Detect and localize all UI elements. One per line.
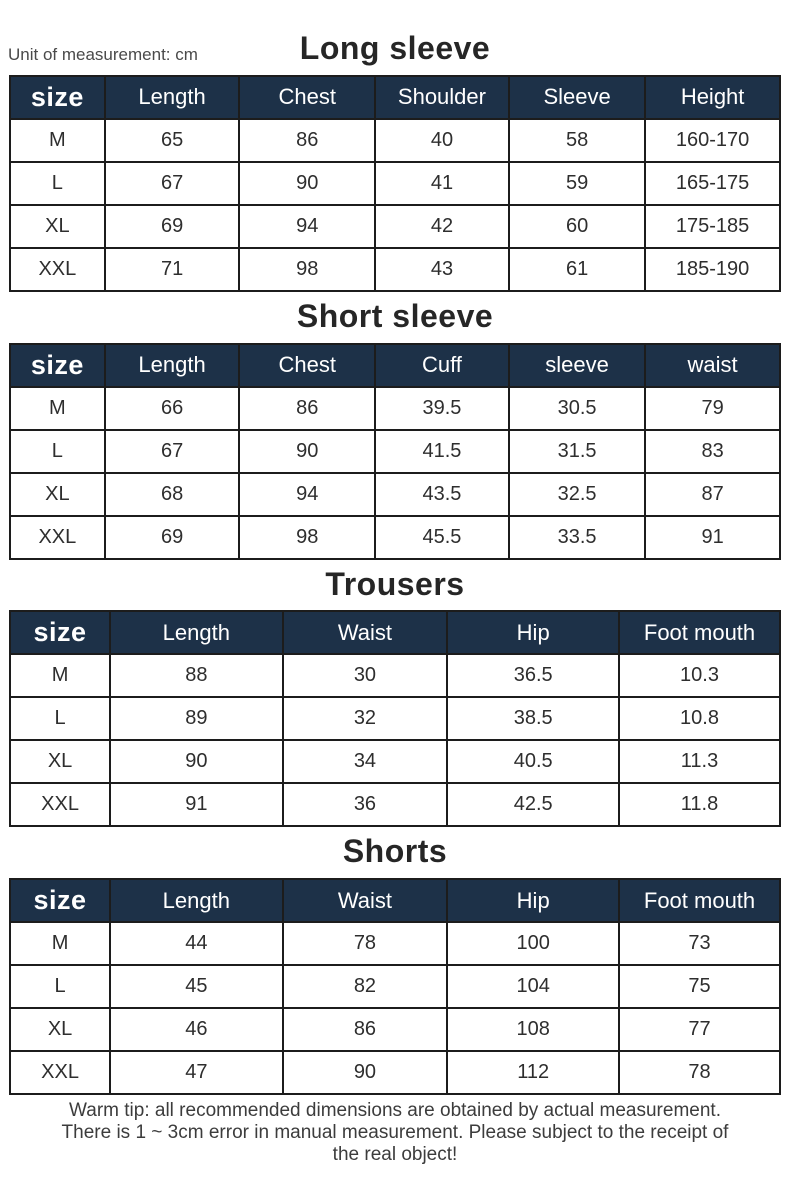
value-cell: 30.5 (509, 387, 645, 430)
long-sleeve-title-band (0, 30, 790, 67)
header-cell: Shoulder (375, 76, 509, 119)
header-cell: Chest (239, 76, 375, 119)
header-cell: Waist (283, 611, 448, 654)
value-cell: 185-190 (645, 248, 780, 291)
table-row (10, 430, 780, 473)
value-cell: 86 (239, 119, 375, 162)
table-row (10, 1051, 780, 1094)
value-cell: 33.5 (509, 516, 645, 559)
value-cell: 78 (283, 922, 448, 965)
size-cell: XXL (10, 1051, 110, 1094)
value-cell: 175-185 (645, 205, 780, 248)
size-header-cell: size (10, 344, 105, 387)
value-cell: 73 (619, 922, 780, 965)
trousers-title-band (0, 566, 790, 603)
value-cell: 61 (509, 248, 645, 291)
header-cell: Sleeve (509, 76, 645, 119)
long-sleeve-section (0, 30, 790, 292)
value-cell: 100 (447, 922, 619, 965)
value-cell: 43.5 (375, 473, 509, 516)
table-row (10, 162, 780, 205)
value-cell: 31.5 (509, 430, 645, 473)
warm-tip-footer (12, 1100, 778, 1166)
value-cell: 86 (239, 387, 375, 430)
value-cell: 34 (283, 740, 448, 783)
size-cell: XL (10, 205, 105, 248)
warm-tip-line-1: Warm tip: all recommended dimensions are obtained by actual measurement. (69, 1100, 721, 1122)
value-cell: 39.5 (375, 387, 509, 430)
size-header-cell: size (10, 76, 105, 119)
table-row (10, 740, 780, 783)
shorts-section (0, 833, 790, 1095)
value-cell: 41.5 (375, 430, 509, 473)
header-cell: Hip (447, 879, 619, 922)
value-cell: 90 (239, 162, 375, 205)
header-cell: Hip (447, 611, 619, 654)
short-sleeve-table (9, 343, 781, 560)
value-cell: 66 (105, 387, 240, 430)
table-row (10, 783, 780, 826)
size-cell: L (10, 697, 110, 740)
table-row (10, 119, 780, 162)
value-cell: 11.8 (619, 783, 780, 826)
table-row (10, 205, 780, 248)
value-cell: 75 (619, 965, 780, 1008)
value-cell: 67 (105, 162, 240, 205)
value-cell: 69 (105, 516, 240, 559)
table-row (10, 654, 780, 697)
value-cell: 90 (283, 1051, 448, 1094)
value-cell: 90 (239, 430, 375, 473)
value-cell: 30 (283, 654, 448, 697)
value-cell: 40 (375, 119, 509, 162)
value-cell: 60 (509, 205, 645, 248)
table-row (10, 697, 780, 740)
value-cell: 87 (645, 473, 780, 516)
size-cell: M (10, 387, 105, 430)
size-cell: XL (10, 740, 110, 783)
table-row (10, 248, 780, 291)
value-cell: 77 (619, 1008, 780, 1051)
table-row (10, 473, 780, 516)
value-cell: 91 (110, 783, 282, 826)
size-cell: XL (10, 1008, 110, 1051)
value-cell: 78 (619, 1051, 780, 1094)
value-cell: 98 (239, 248, 375, 291)
value-cell: 69 (105, 205, 240, 248)
header-row (10, 879, 780, 922)
value-cell: 10.8 (619, 697, 780, 740)
value-cell: 40.5 (447, 740, 619, 783)
header-cell: Foot mouth (619, 879, 780, 922)
table-row (10, 516, 780, 559)
shorts-title-band (0, 833, 790, 870)
header-cell: Cuff (375, 344, 509, 387)
value-cell: 91 (645, 516, 780, 559)
value-cell: 43 (375, 248, 509, 291)
size-cell: L (10, 430, 105, 473)
value-cell: 10.3 (619, 654, 780, 697)
size-cell: XXL (10, 783, 110, 826)
value-cell: 32 (283, 697, 448, 740)
value-cell: 90 (110, 740, 282, 783)
value-cell: 36.5 (447, 654, 619, 697)
value-cell: 44 (110, 922, 282, 965)
warm-tip-line-2: There is 1 ~ 3cm error in manual measurement. Please subject to the receipt of (61, 1122, 729, 1144)
size-header-cell: size (10, 879, 110, 922)
header-cell: sleeve (509, 344, 645, 387)
long-sleeve-table (9, 75, 781, 292)
value-cell: 47 (110, 1051, 282, 1094)
short-sleeve-section (0, 298, 790, 560)
trousers-section (0, 566, 790, 828)
table-row (10, 1008, 780, 1051)
value-cell: 45.5 (375, 516, 509, 559)
header-cell: Length (105, 344, 240, 387)
value-cell: 59 (509, 162, 645, 205)
value-cell: 89 (110, 697, 282, 740)
value-cell: 65 (105, 119, 240, 162)
shorts-title: Shorts (342, 833, 448, 870)
value-cell: 32.5 (509, 473, 645, 516)
short-sleeve-title: Short sleeve (296, 297, 494, 334)
header-cell: Height (645, 76, 780, 119)
value-cell: 11.3 (619, 740, 780, 783)
size-cell: M (10, 922, 110, 965)
value-cell: 46 (110, 1008, 282, 1051)
short-sleeve-title-band (0, 298, 790, 335)
value-cell: 38.5 (447, 697, 619, 740)
value-cell: 94 (239, 473, 375, 516)
value-cell: 83 (645, 430, 780, 473)
value-cell: 45 (110, 965, 282, 1008)
header-cell: Waist (283, 879, 448, 922)
value-cell: 71 (105, 248, 240, 291)
trousers-table (9, 610, 781, 827)
table-row (10, 965, 780, 1008)
value-cell: 36 (283, 783, 448, 826)
trousers-title: Trousers (325, 565, 465, 602)
value-cell: 67 (105, 430, 240, 473)
value-cell: 108 (447, 1008, 619, 1051)
unit-note: Unit of measurement: cm (8, 44, 198, 64)
size-cell: L (10, 162, 105, 205)
value-cell: 79 (645, 387, 780, 430)
warm-tip-line-3: the real object! (332, 1144, 458, 1166)
value-cell: 94 (239, 205, 375, 248)
value-cell: 86 (283, 1008, 448, 1051)
value-cell: 41 (375, 162, 509, 205)
size-cell: XXL (10, 516, 105, 559)
value-cell: 88 (110, 654, 282, 697)
table-row (10, 922, 780, 965)
value-cell: 112 (447, 1051, 619, 1094)
header-row (10, 76, 780, 119)
shorts-table (9, 878, 781, 1095)
long-sleeve-title: Long sleeve (299, 30, 491, 66)
header-cell: Chest (239, 344, 375, 387)
header-cell: Length (110, 879, 282, 922)
size-cell: XXL (10, 248, 105, 291)
size-cell: M (10, 654, 110, 697)
table-row (10, 387, 780, 430)
value-cell: 42.5 (447, 783, 619, 826)
value-cell: 42 (375, 205, 509, 248)
header-cell: Foot mouth (619, 611, 780, 654)
value-cell: 160-170 (645, 119, 780, 162)
size-cell: M (10, 119, 105, 162)
value-cell: 82 (283, 965, 448, 1008)
size-cell: L (10, 965, 110, 1008)
value-cell: 58 (509, 119, 645, 162)
value-cell: 104 (447, 965, 619, 1008)
header-cell: waist (645, 344, 780, 387)
value-cell: 68 (105, 473, 240, 516)
size-header-cell: size (10, 611, 110, 654)
size-cell: XL (10, 473, 105, 516)
value-cell: 98 (239, 516, 375, 559)
header-row (10, 611, 780, 654)
header-cell: Length (110, 611, 282, 654)
header-cell: Length (105, 76, 240, 119)
value-cell: 165-175 (645, 162, 780, 205)
header-row (10, 344, 780, 387)
